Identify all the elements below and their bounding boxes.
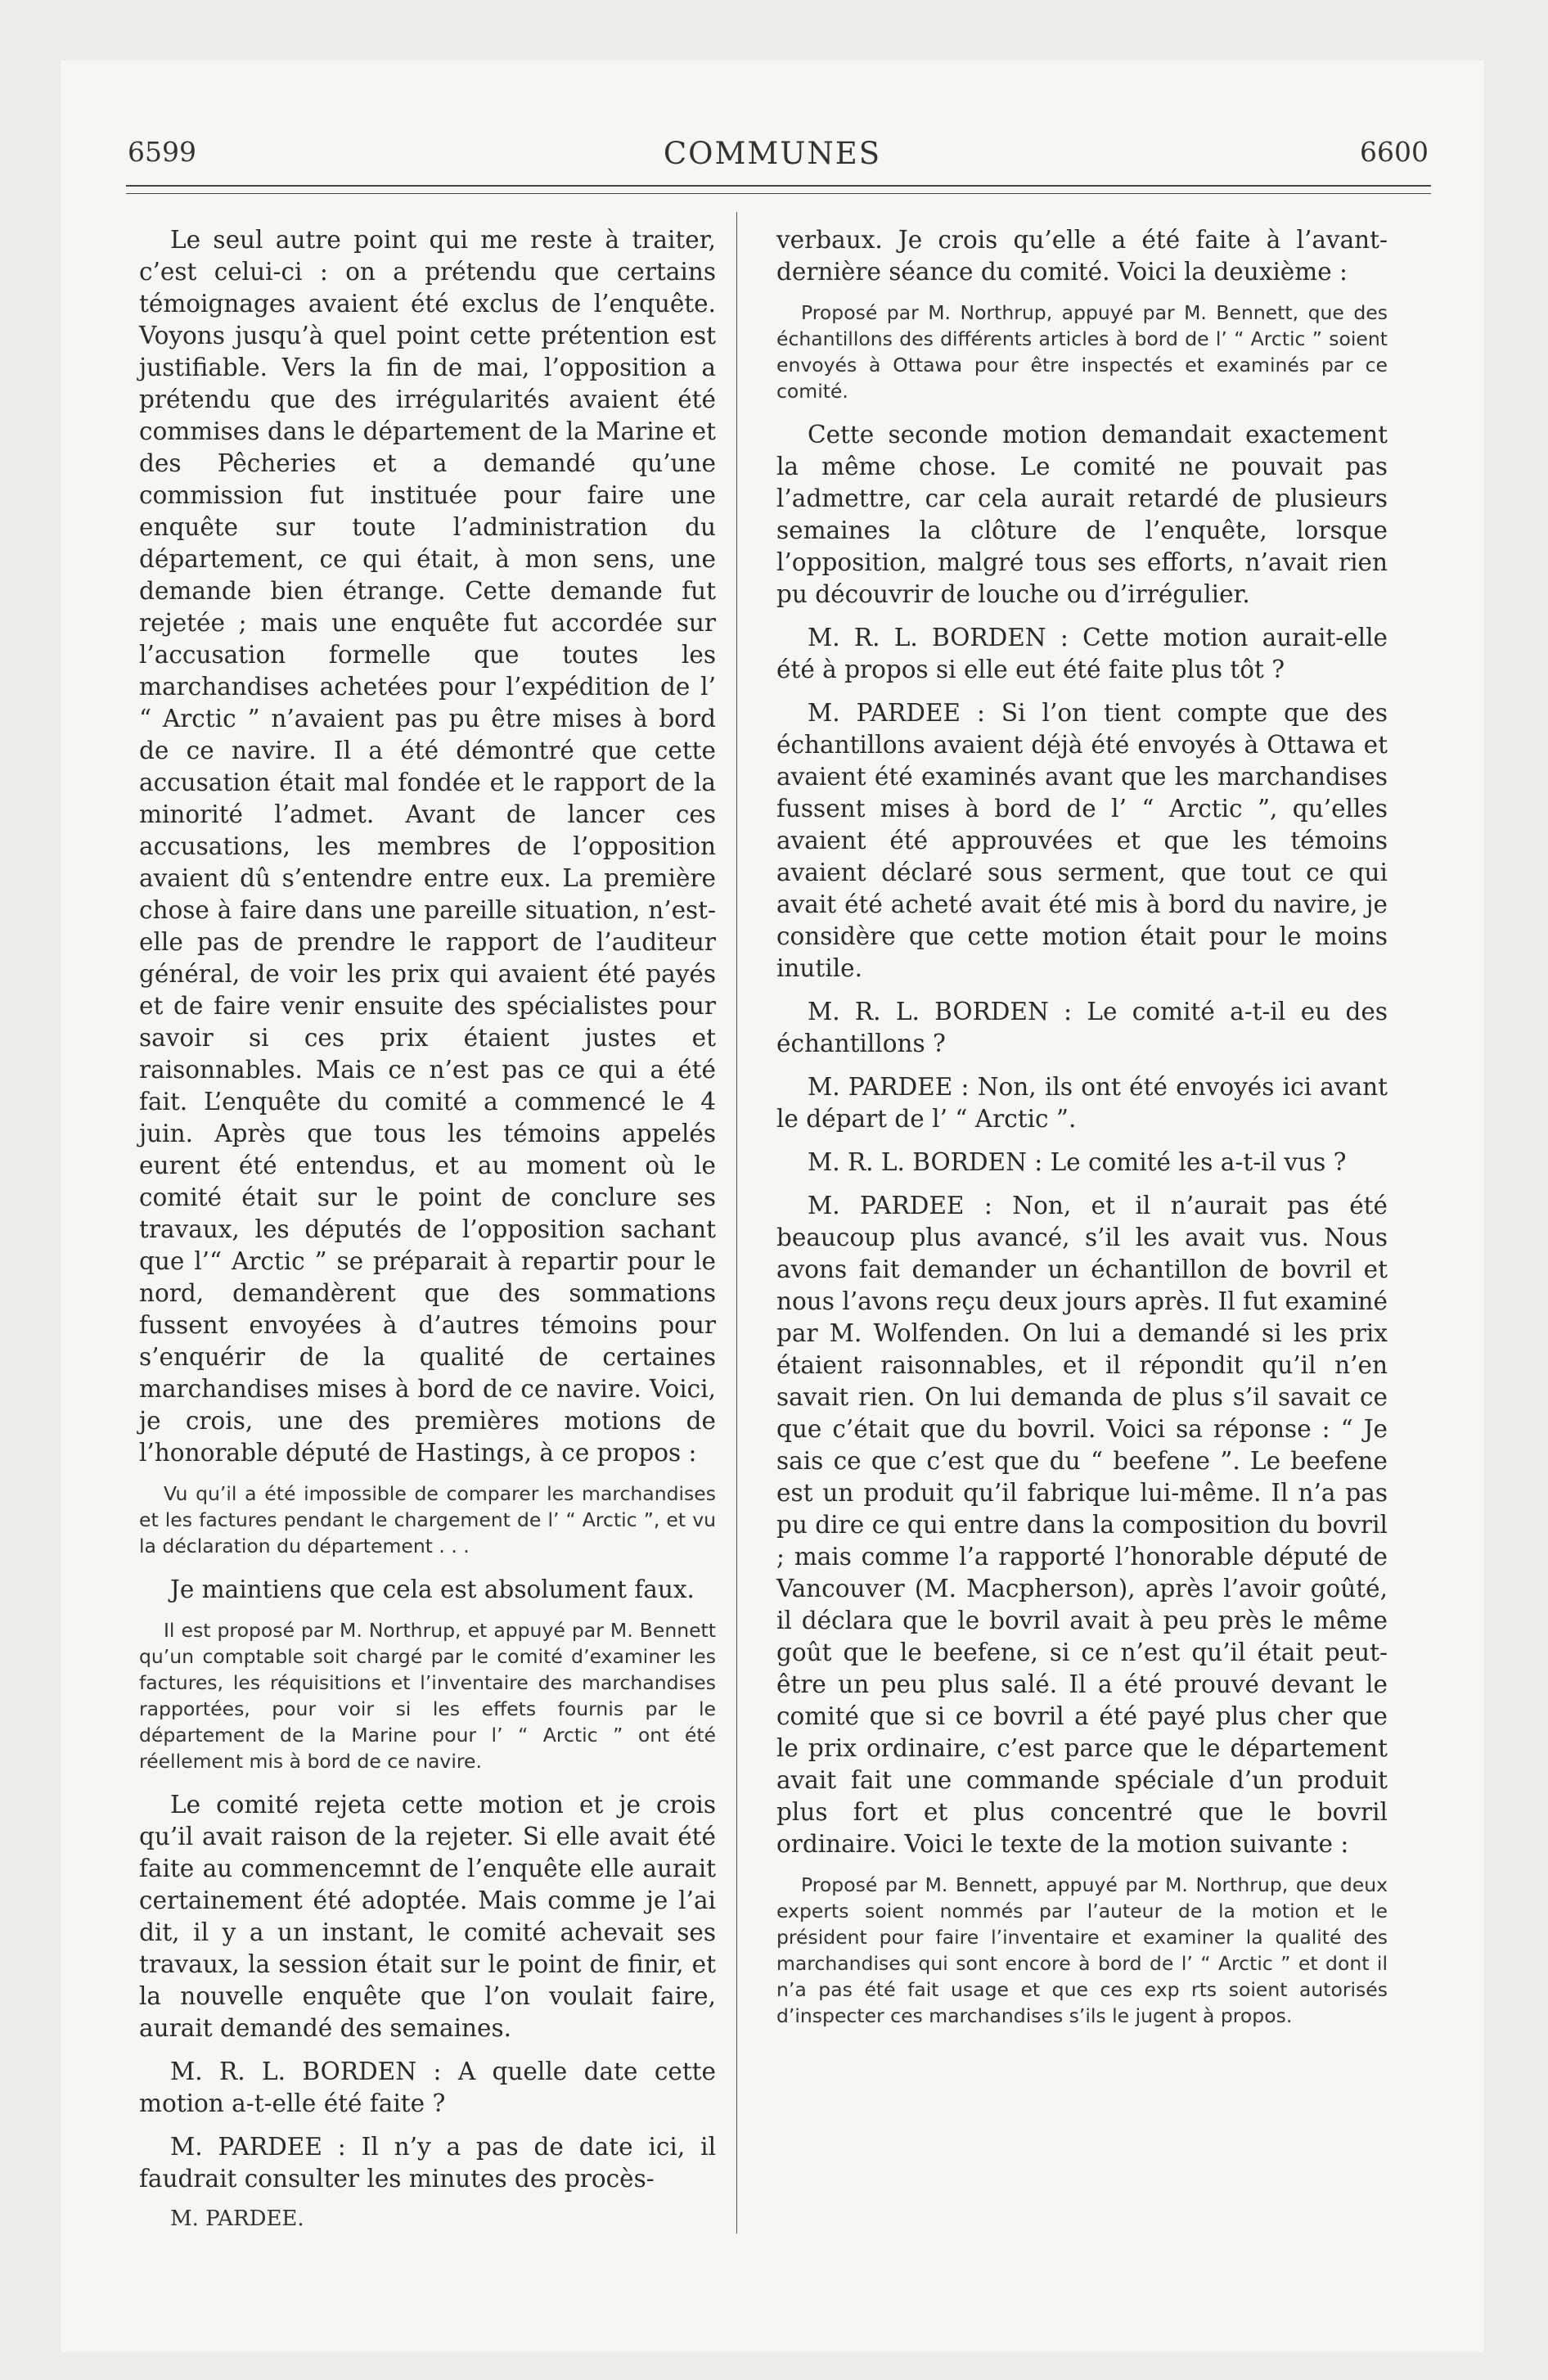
- quoted-motion: Il est proposé par M. Northrup, et appuyé par M. Bennett qu’un comptable soit chargé par le comité d’examiner les factures, les réquisitions et l’inventaire des marchandises rapportées, pour voir si les effets fournis par le département de la Marine pour l’ “ Arctic ” ont été réellement mis à bord de ce navire.: [139, 1619, 716, 1773]
- paragraph: M. R. L. BORDEN : Le comité les a-t-il vus ?: [808, 1148, 1347, 1176]
- page: [61, 61, 1484, 2352]
- paragraph: M. PARDEE : Non, et il n’aurait pas été beaucoup plus avancé, s’il les avait vus. Nous avons fait demander un échantillon de bovril et nous l’avons reçu deux jours après. Il fut examiné par M. Wolfenden. On lui a demandé si les prix étaient raisonnables, et il répondit qu’il n’en savait rien. On lui demanda de plus s’il savait ce que c’était que du bovril. Voici sa réponse : “ Je sais ce que c’est que du “ beefene ”. Le beefene est un produit qu’il fabrique lui-même. Il n’a pas pu dire ce qui entre dans la composition du bovril ; mais comme l’a rapporté l’honorable député de Vancouver (M. Macpherson), après l’avoir goûté, il déclara que le bovril avait à peu près le même goût que le beefene, si ce n’est qu’il était peut-être un peu plus salé. Il a été prouvé devant le comité que si ce bovril a été payé plus cher que le prix ordinaire, c’est parce que le département avait fait une commande spéciale d’un produit plus fort et plus concentré que le bovril ordinaire. Voici le texte de la motion suivante :: [776, 1192, 1388, 1858]
- paragraph: M. R. L. BORDEN : Cette motion aurait-elle été à propos si elle eut été faite plus tôt ?: [776, 624, 1388, 683]
- page-number-right: 6600: [1360, 136, 1429, 168]
- speaker-signature: M. PARDEE.: [170, 2206, 304, 2231]
- running-title: COMMUNES: [663, 136, 882, 171]
- paragraph: M. R. L. BORDEN : Le comité a-t-il eu des échantillons ?: [776, 998, 1388, 1057]
- column-divider: [736, 212, 737, 2234]
- paragraph: verbaux. Je crois qu’elle a été faite à l’avant-dernière séance du comité. Voici la deuxième :: [776, 226, 1388, 286]
- quoted-motion: Proposé par M. Northrup, appuyé par M. Bennett, que des échantillons des différents articles à bord de l’ “ Arctic ” soient envoyés à Ottawa pour être inspectés et examinés par ce comité.: [776, 301, 1388, 403]
- paragraph: M. R. L. BORDEN : A quelle date cette motion a-t-elle été faite ?: [139, 2058, 716, 2117]
- header-rule: [126, 185, 1431, 187]
- header-rule-thin: [126, 193, 1431, 194]
- paragraph: Cette seconde motion demandait exactement la même chose. Le comité ne pouvait pas l’admettre, car cela aurait retardé de plusieurs semaines la clôture de l’enquête, lorsque l’opposition, malgré tous ses efforts, n’avait rien pu découvrir de louche ou d’irrégulier.: [776, 421, 1388, 608]
- paragraph: M. PARDEE : Il n’y a pas de date ici, il faudrait consulter les minutes des procès-: [139, 2133, 716, 2193]
- paragraph: Je maintiens que cela est absolument faux.: [170, 1575, 695, 1603]
- left-column: [139, 224, 716, 2231]
- paragraph: M. PARDEE : Si l’on tient compte que des échantillons avaient déjà été envoyés à Ottawa et avaient été examinés avant que les marchandises fussent mises à bord de l’ “ Arctic ”, qu’elles avaient été approuvées et que les témoins avaient déclaré sous serment, que tout ce qui avait été acheté avait été mis à bord du navire, je considère que cette motion était pour le moins inutile.: [776, 699, 1388, 982]
- paragraph: Le comité rejeta cette motion et je crois qu’il avait raison de la rejeter. Si elle avait été faite au commencemnt de l’enquête elle aurait certainement été adoptée. Mais comme je l’ai dit, il y a un instant, le comité achevait ses travaux, la session était sur le point de finir, et la nouvelle enquête que l’on voulait faire, aurait demandé des semaines.: [139, 1791, 716, 2042]
- quoted-motion: Proposé par M. Bennett, appuyé par M. Northrup, que deux experts soient nommés par l’auteur de la motion et le président pour faire l’inventaire et examiner la qualité des marchandises qui sont encore à bord de l’ “ Arctic ” et dont il n’a pas été fait usage et que ces exp rts soient autorisés d’inspecter ces marchandises s’ils le jugent à propos.: [776, 1873, 1388, 2027]
- quoted-motion: Vu qu’il a été impossible de comparer les marchandises et les factures pendant le chargement de l’ “ Arctic ”, et vu la déclaration du département . . .: [139, 1482, 716, 1557]
- right-column: [776, 224, 1388, 2044]
- page-number-left: 6599: [128, 136, 196, 168]
- paragraph: Le seul autre point qui me reste à traiter, c’est celui-ci : on a prétendu que certains témoignages avaient été exclus de l’enquête. Voyons jusqu’à quel point cette prétention est justifiable. Vers la fin de mai, l’opposition a prétendu que des irrégularités avaient été commises dans le département de la Marine et des Pêcheries et a demandé qu’une commission fut instituée pour faire une enquête sur toute l’administration du département, ce qui était, à mon sens, une demande bien étrange. Cette demande fut rejetée ; mais une enquête fut accordée sur l’accusation formelle que toutes les marchandises achetées pour l’expédition de l’ “ Arctic ” n’avaient pas pu être mises à bord de ce navire. Il a été démontré que cette accusation était mal fondée et le rapport de la minorité l’admet. Avant de lancer ces accusations, les membres de l’opposition avaient dû s’entendre entre eux. La première chose à faire dans une pareille situation, n’est-elle pas de prendre le rapport de l’auditeur général, de voir les prix qui avaient été payés et de faire venir ensuite des spécialistes pour savoir si ces prix étaient justes et raisonnables. Mais ce n’est pas ce qui a été fait. L’enquête du comité a commencé le 4 juin. Après que tous les témoins appelés eurent été entendus, et au moment où le comité était sur le point de conclure ses travaux, les députés de l’opposition sachant que l’“ Arctic ” se préparait à repartir pour le nord, demandèrent que des sommations fussent envoyées à d’autres témoins pour s’enquérir de la qualité de certaines marchandises mises à bord de ce navire. Voici, je crois, une des premières motions de l’honorable député de Hastings, à ce propos :: [139, 226, 716, 1467]
- paragraph: M. PARDEE : Non, ils ont été envoyés ici avant le départ de l’ “ Arctic ”.: [776, 1073, 1388, 1133]
